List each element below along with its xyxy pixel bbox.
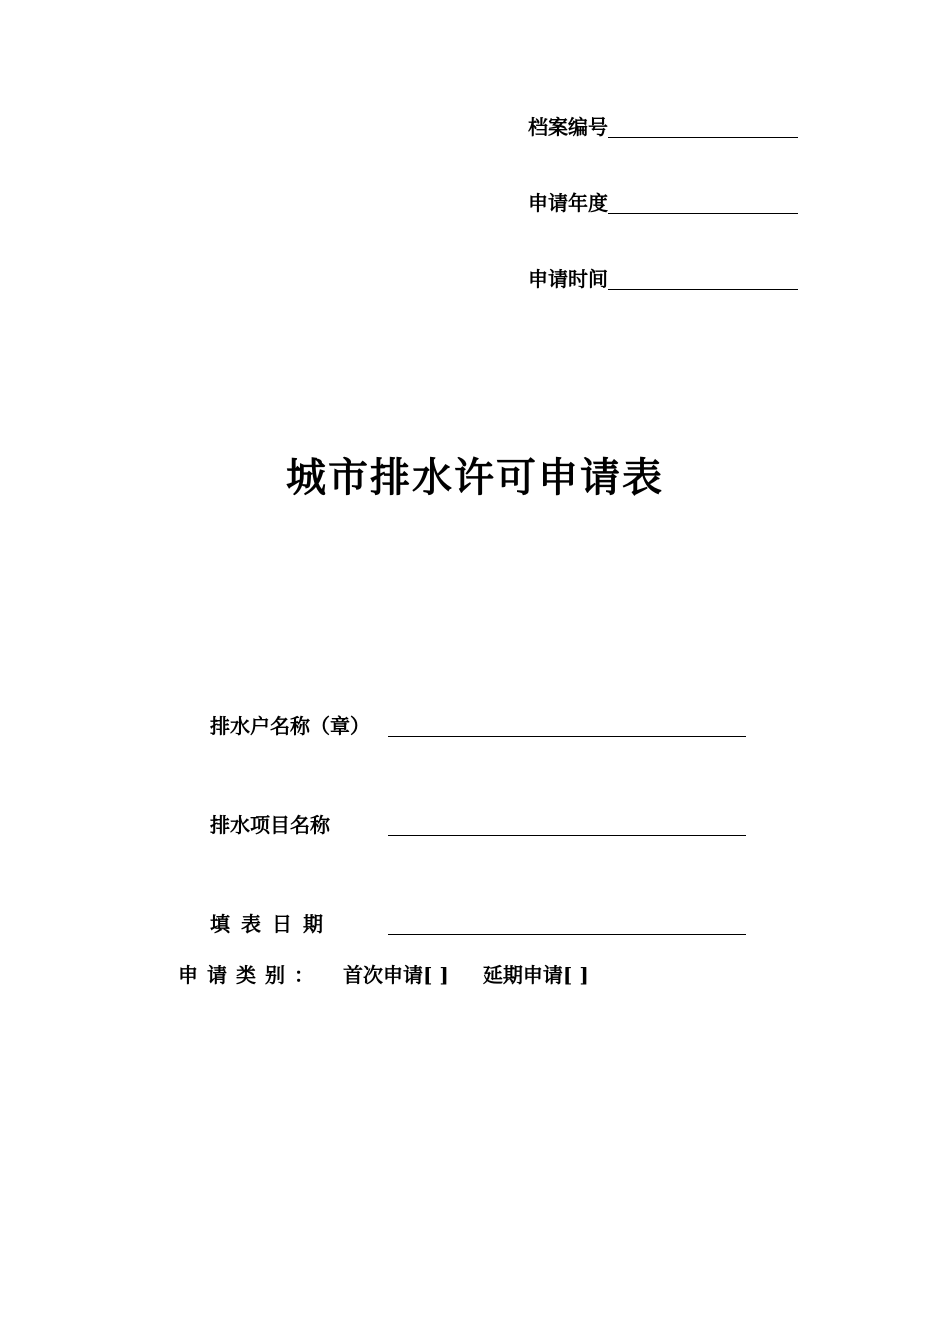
project-name-row	[210, 811, 750, 839]
application-year-label: 申请年度	[528, 191, 608, 215]
fill-date-row	[210, 910, 750, 938]
extension-application-checkbox[interactable]: 延期申请[ ]	[482, 963, 589, 987]
archive-number-label: 档案编号	[528, 115, 608, 139]
application-type-label: 申请类别：	[178, 963, 323, 987]
application-year-row	[528, 190, 798, 214]
application-time-label: 申请时间	[528, 267, 608, 291]
unit-name-label: 排水户名称（章）	[210, 714, 370, 738]
application-time-blank[interactable]	[608, 269, 798, 290]
unit-name-blank[interactable]	[388, 736, 746, 737]
project-name-label: 排水项目名称	[210, 813, 330, 837]
archive-number-blank[interactable]	[608, 117, 798, 138]
unit-name-row	[210, 712, 750, 740]
application-year-blank[interactable]	[608, 193, 798, 214]
application-time-row	[528, 266, 798, 290]
project-name-blank[interactable]	[388, 835, 746, 836]
fill-date-label: 填表日期	[210, 912, 334, 936]
application-type-row	[178, 962, 623, 988]
document-title: 城市排水许可申请表	[286, 454, 664, 501]
archive-number-row	[528, 114, 798, 138]
fill-date-blank[interactable]	[388, 934, 746, 935]
first-application-checkbox[interactable]: 首次申请[ ]	[343, 963, 449, 987]
